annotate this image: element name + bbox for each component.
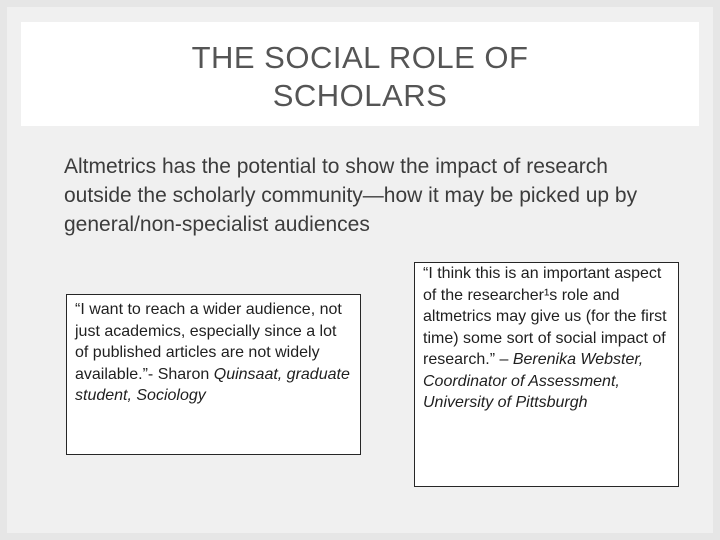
title-box xyxy=(21,22,699,126)
body-paragraph: Altmetrics has the potential to show the impact of research outside the scholarly community—how it may be picked up by general/non-specialist audiences xyxy=(64,155,638,236)
quote-attribution-student: Quinsaat, graduate student, Sociology xyxy=(75,365,350,404)
slide-title-line1: THE SOCIAL ROLE OF xyxy=(191,40,529,75)
quote-box-coordinator xyxy=(414,262,679,487)
slide-title-line2: SCHOLARS xyxy=(272,78,448,113)
quote-text-coordinator: “I think this is an important aspect of the researcher¹s role and altmetrics may give us (for the first time) some sort of social impact of research.” – xyxy=(423,265,667,368)
quote-box-student xyxy=(66,294,361,455)
slide-title xyxy=(21,39,699,115)
quote-text-student: “I want to reach a wider audience, not just academics, especially since a lot of published articles are not widely available.”- Sharon xyxy=(75,301,342,383)
quote-attribution-coordinator: Berenika Webster, Coordinator of Assessment, University of Pittsburgh xyxy=(423,351,644,411)
